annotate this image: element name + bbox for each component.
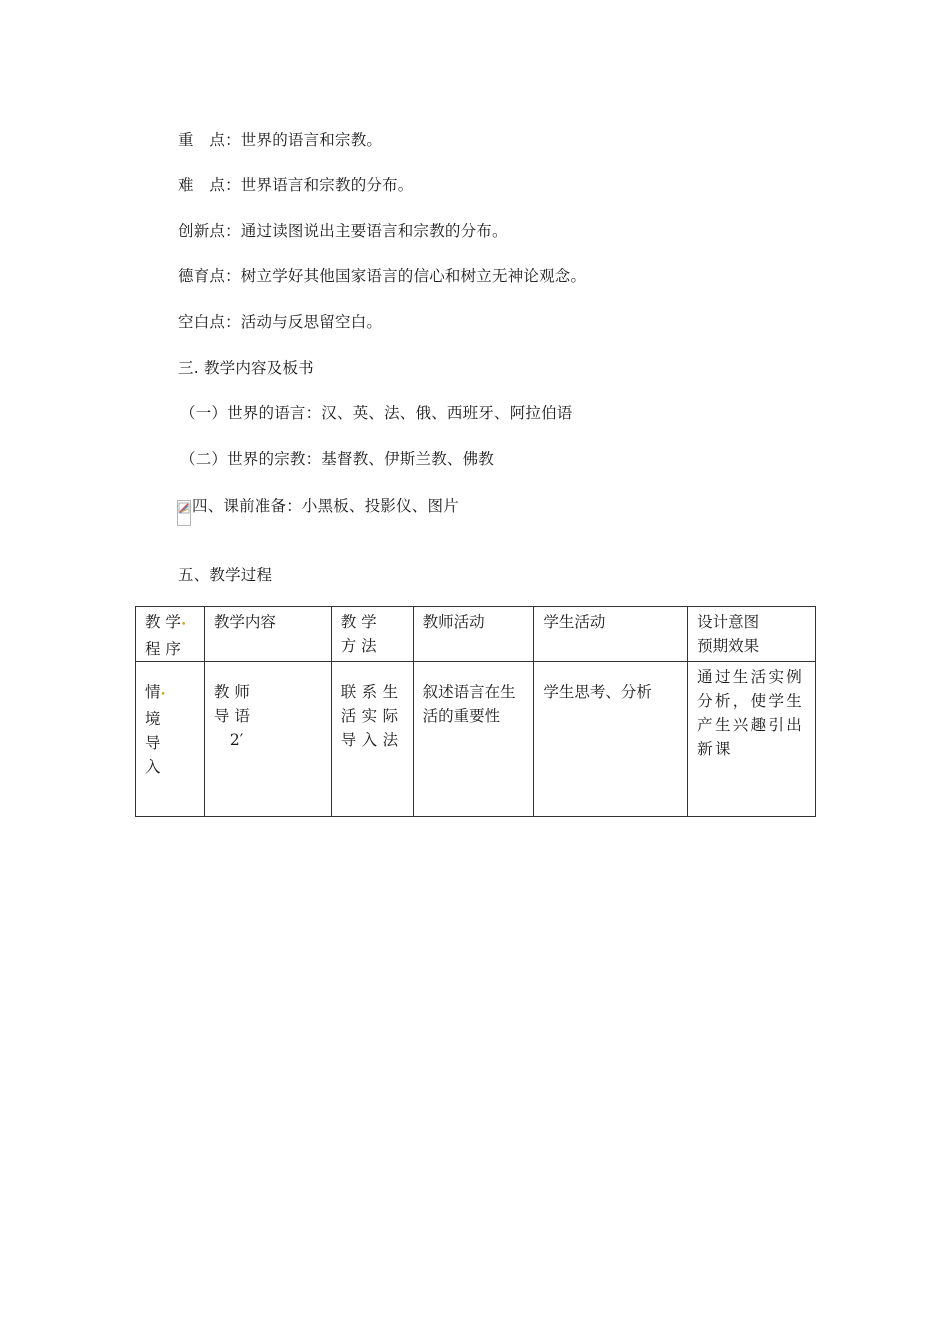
- cell-student: 学生思考、分析: [534, 662, 688, 817]
- broken-image-icon: [177, 500, 191, 526]
- religion-item: （二）世界的宗教：基督教、伊斯兰教、佛教: [180, 450, 495, 468]
- difficult-point-line: 难 点：世界语言和宗教的分布。: [178, 176, 414, 194]
- header-student: 学生活动: [534, 607, 688, 662]
- preparation-line: 四、课前准备：小黑板、投影仪、图片: [192, 497, 459, 515]
- header-sequence: 教 学• 程 序: [136, 607, 205, 662]
- section3-title: 三. 教学内容及板书: [178, 359, 314, 377]
- cell-teacher: 叙述语言在生活的重要性: [413, 662, 534, 817]
- cell-content: 教 师 导 语 2′: [204, 662, 331, 817]
- cell-sequence: 情• 境 导 入: [136, 662, 205, 817]
- teaching-process-table: [135, 606, 816, 817]
- blank-point-line: 空白点：活动与反思留空白。: [178, 313, 383, 331]
- section5-title: 五、教学过程: [178, 566, 273, 584]
- cell-method: 联系生活实际导入法: [331, 662, 413, 817]
- header-content: 教学内容: [204, 607, 331, 662]
- header-teacher: 教师活动: [413, 607, 534, 662]
- header-method: 教 学 方 法: [331, 607, 413, 662]
- header-design: 设计意图 预期效果: [688, 607, 816, 662]
- moral-point-line: 德育点：树立学好其他国家语言的信心和树立无神论观念。: [178, 267, 587, 285]
- innovation-point-line: 创新点：通过读图说出主要语言和宗教的分布。: [178, 222, 508, 240]
- key-point-line: 重 点：世界的语言和宗教。: [178, 131, 383, 149]
- table-row: [136, 662, 816, 817]
- cell-design: 通过生活实例分析，使学生产生兴趣引出新课: [688, 662, 816, 817]
- language-item: （一）世界的语言：汉、英、法、俄、西班牙、阿拉伯语: [180, 404, 573, 422]
- table-header-row: [136, 607, 816, 662]
